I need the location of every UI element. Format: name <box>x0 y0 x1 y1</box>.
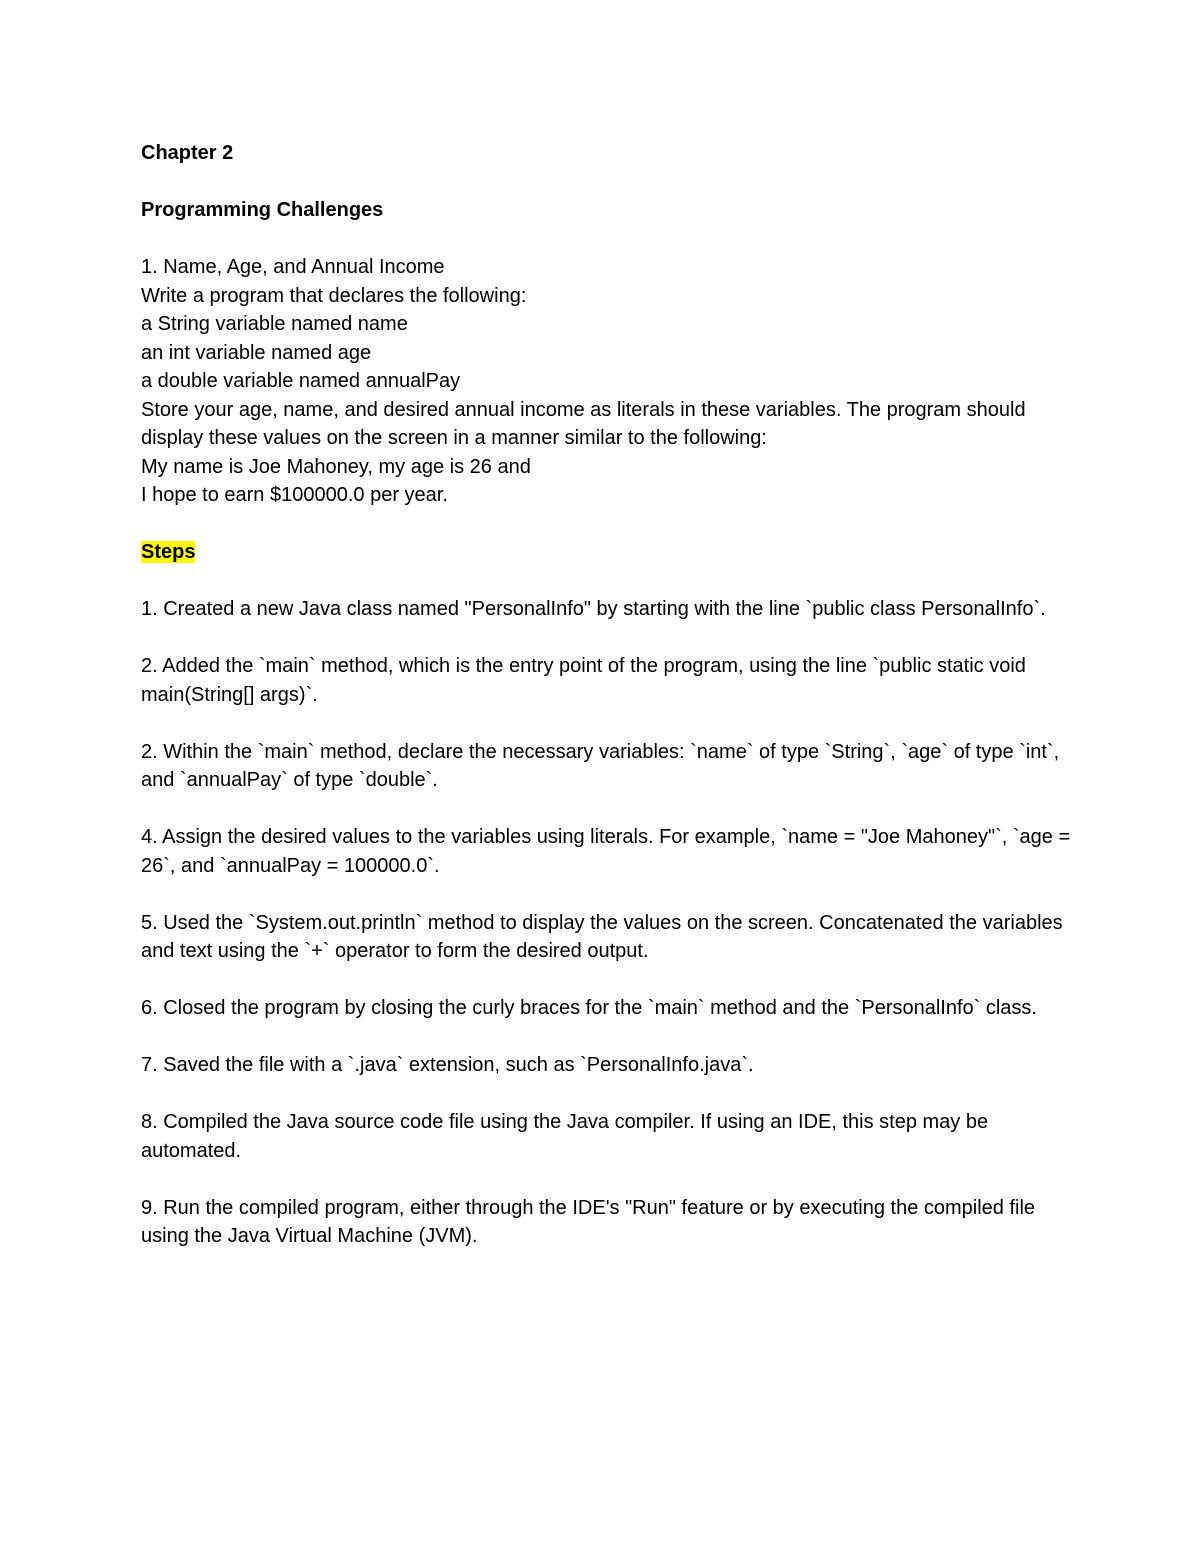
document-page <box>141 139 1071 1279</box>
problem-line: I hope to earn $100000.0 per year. <box>141 484 448 506</box>
problem-line: Store your age, name, and desired annual income as literals in these variables. The program should <box>141 398 1026 421</box>
problem-line: an int variable named age <box>141 341 372 364</box>
problem-line: Write a program that declares the following: <box>141 284 527 307</box>
step-item: 4. Assign the desired values to the variables using literals. For example, `name = "Joe Mahoney"`, `age = 26`, and `annualPay = 100000.0`. <box>141 826 1071 877</box>
spacer <box>141 168 1071 197</box>
step-item: 7. Saved the file with a `.java` extension, such as `PersonalInfo.java`. <box>141 1054 754 1076</box>
step-item: 2. Within the `main` method, declare the necessary variables: `name` of type `String`, `age` of type `int`, and `annualPay` of type `double`. <box>141 740 1060 791</box>
problem-title: 1. Name, Age, and Annual Income <box>141 256 445 278</box>
step-item: 8. Compiled the Java source code file using the Java compiler. If using an IDE, this step may be automated. <box>141 1111 989 1162</box>
problem-line: My name is Joe Mahoney, my age is 26 and <box>141 455 531 478</box>
spacer <box>141 567 1071 596</box>
step-item: 6. Closed the program by closing the curly braces for the `main` method and the `PersonalInfo` class. <box>141 997 1037 1019</box>
section-title: Programming Challenges <box>141 199 384 221</box>
step-item: 1. Created a new Java class named "PersonalInfo" by starting with the line `public class PersonalInfo`. <box>141 598 1046 620</box>
step-item: 9. Run the compiled program, either through the IDE's "Run" feature or by executing the compiled file using the Java Virtual Machine (JVM). <box>141 1196 1036 1247</box>
chapter-title: Chapter 2 <box>141 142 234 164</box>
steps-heading: Steps <box>141 541 196 563</box>
problem-line: a double variable named annualPay <box>141 370 461 392</box>
spacer <box>141 225 1071 254</box>
step-item: 5. Used the `System.out.println` method to display the values on the screen. Concatenated the variables and text using the `+` operator to form the desired output. <box>141 911 1063 962</box>
steps-heading-line <box>141 538 1071 567</box>
problem-line: display these values on the screen in a manner similar to the following: <box>141 427 767 449</box>
step-item: 2. Added the `main` method, which is the entry point of the program, using the line `public static void main(String[] args)`. <box>141 655 1026 706</box>
spacer <box>141 510 1071 539</box>
problem-line: a String variable named name <box>141 313 408 335</box>
